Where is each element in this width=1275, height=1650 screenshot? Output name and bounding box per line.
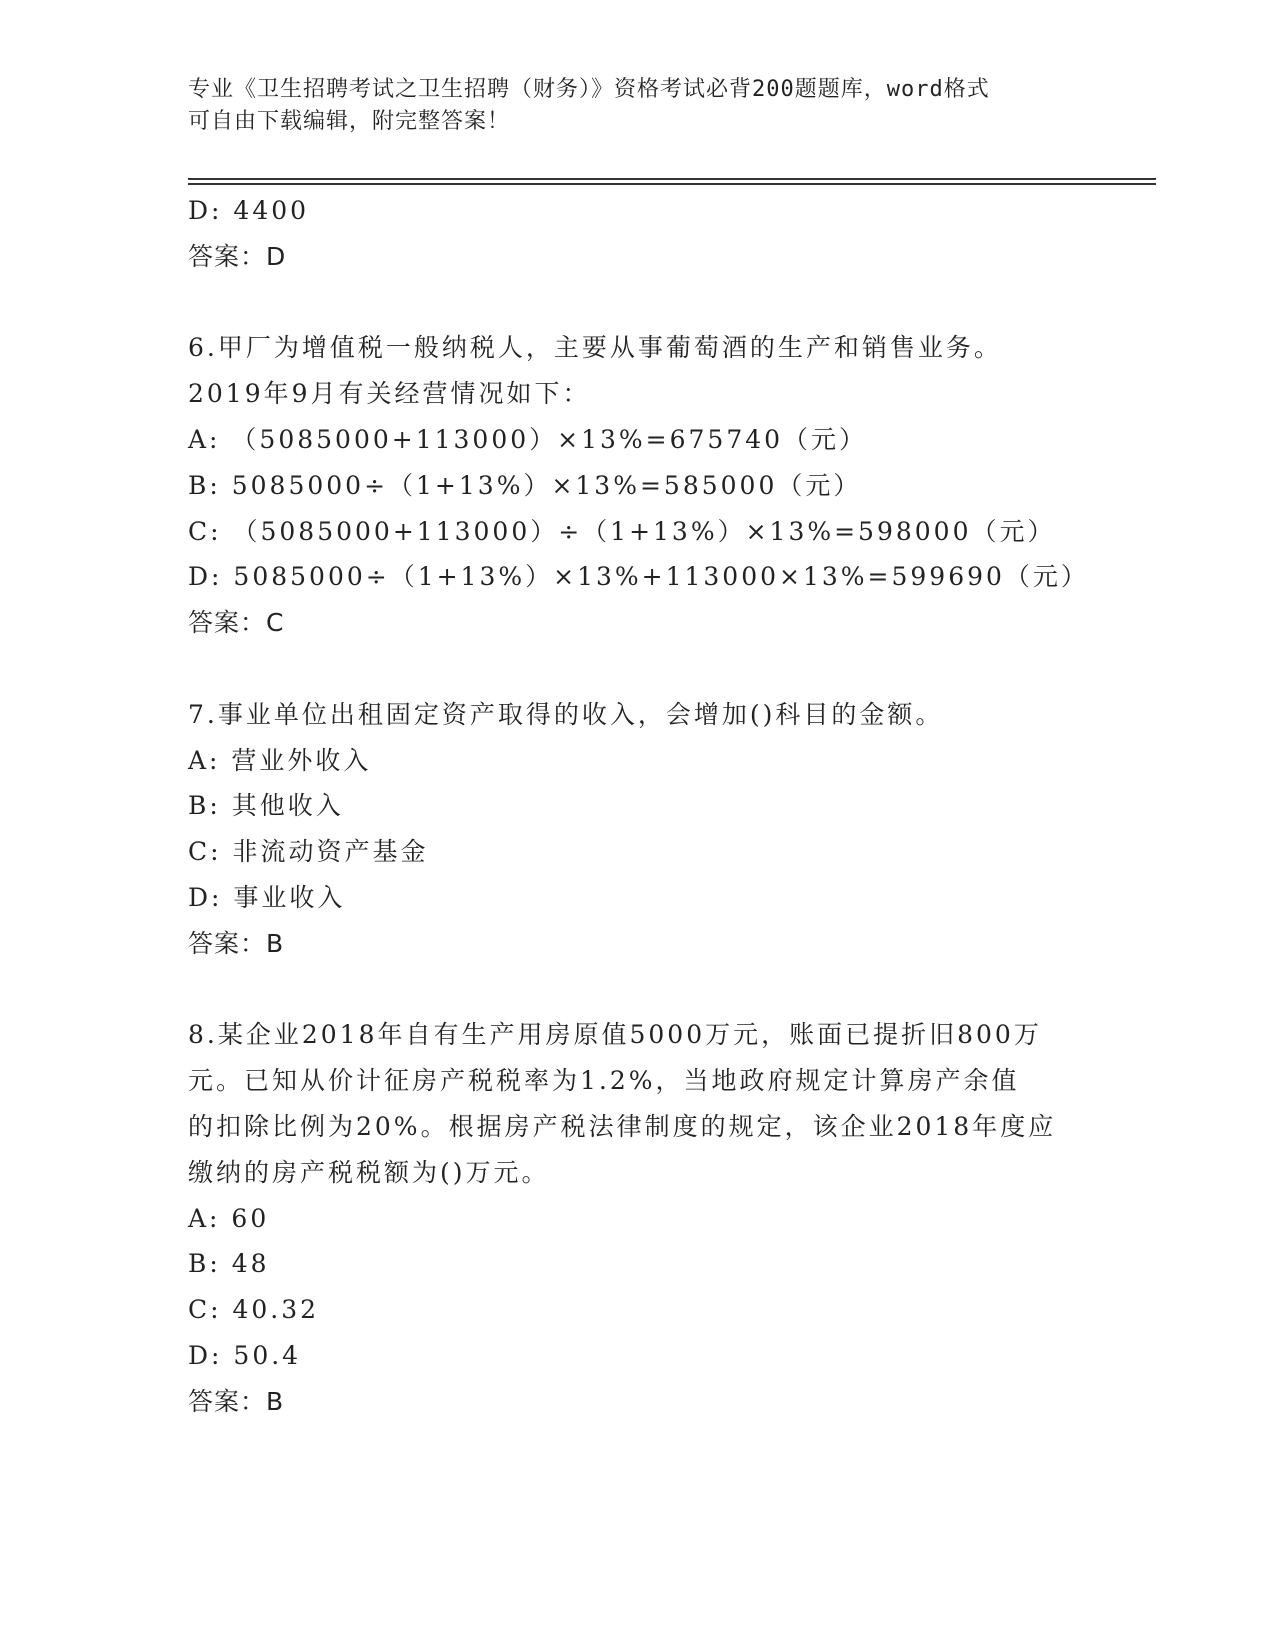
q7-option-a: A: 营业外收入 — [188, 745, 372, 775]
q5-option-d: D: 4400 — [188, 196, 310, 225]
q7-option-d: D: 事业收入 — [188, 882, 346, 912]
question-7 — [188, 692, 1088, 967]
q8-option-c: C: 40.32 — [188, 1295, 320, 1325]
question-5-tail — [188, 188, 1088, 280]
document-header — [188, 74, 1088, 138]
q7-option-c: C: 非流动资产基金 — [188, 837, 429, 867]
q6-answer: 答案：C — [188, 608, 285, 638]
q7-option-b: B: 其他收入 — [188, 791, 344, 821]
q8-stem-line-4: 缴纳的房产税税额为()万元。 — [188, 1157, 550, 1187]
q5-answer: 答案：D — [188, 241, 287, 271]
q8-option-a: A: 60 — [188, 1203, 270, 1233]
header-title-line-1: 专业《卫生招聘考试之卫生招聘（财务）》资格考试必背200题题库，word格式 — [188, 77, 990, 102]
q6-option-b: B: 5085000÷（1+13%）×13%=585000（元） — [188, 470, 862, 500]
q7-stem-line-1: 7.事业单位出租固定资产取得的收入，会增加()科目的金额。 — [188, 699, 944, 729]
q8-stem-line-1: 8.某企业2018年自有生产用房原值5000万元，账面已提折旧800万 — [188, 1020, 1042, 1050]
q7-answer: 答案：B — [188, 928, 285, 958]
question-content — [188, 188, 1088, 1425]
q6-option-c: C: （5085000+113000）÷（1+13%）×13%=598000（元） — [188, 516, 1056, 546]
q6-option-d: D: 5085000÷（1+13%）×13%+113000×13%=599690（元） — [188, 562, 1089, 592]
header-title-line-2: 可自由下载编辑，附完整答案！ — [188, 109, 511, 134]
spacer — [188, 646, 1088, 692]
q6-stem-line-2: 2019年9月有关经营情况如下： — [188, 379, 591, 409]
q8-stem-line-3: 的扣除比例为20%。根据房产税法律制度的规定，该企业2018年度应 — [188, 1111, 1057, 1141]
question-6 — [188, 325, 1088, 646]
q6-stem-line-1: 6.甲厂为增值税一般纳税人，主要从事葡萄酒的生产和销售业务。 — [188, 333, 1002, 363]
q8-stem-line-2: 元。已知从价计征房产税税率为1.2%，当地政府规定计算房产余值 — [188, 1066, 1020, 1096]
header-divider-top — [188, 178, 1156, 180]
q6-option-a: A: （5085000+113000）×13%=675740（元） — [188, 424, 868, 454]
header-divider-bottom — [188, 183, 1156, 185]
question-8 — [188, 1012, 1088, 1424]
spacer — [188, 967, 1088, 1013]
q8-answer: 答案：B — [188, 1386, 285, 1416]
q8-option-b: B: 48 — [188, 1249, 270, 1279]
q8-option-d: D: 50.4 — [188, 1340, 302, 1370]
spacer — [188, 280, 1088, 326]
